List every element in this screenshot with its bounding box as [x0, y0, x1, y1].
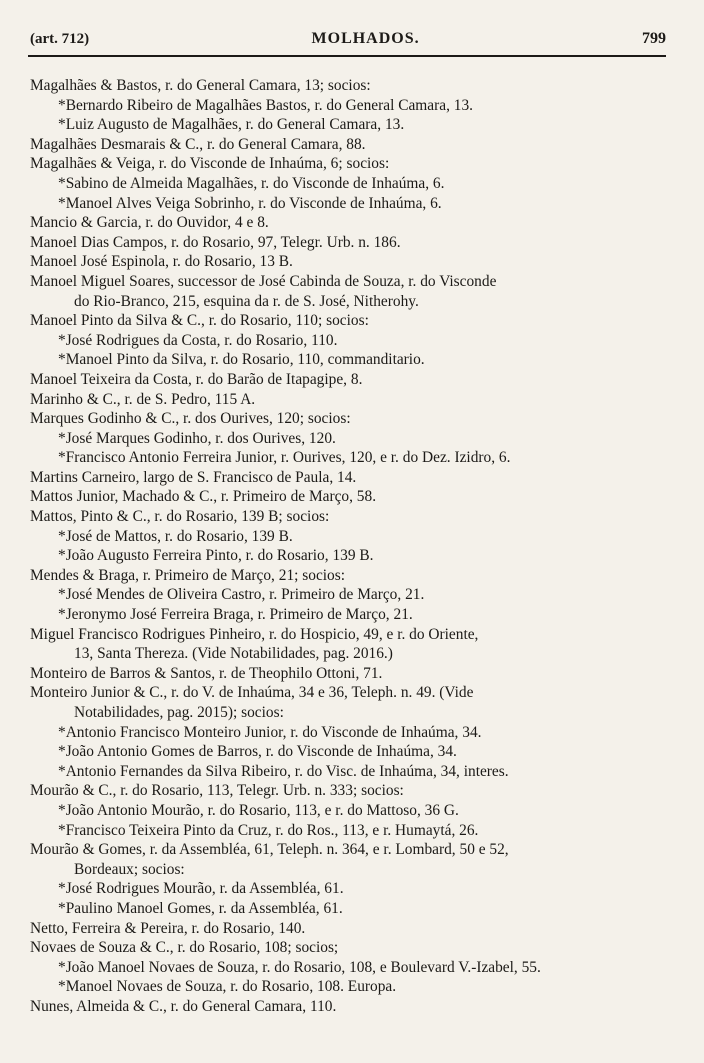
- page-number: 799: [642, 30, 666, 47]
- firm-entry: Netto, Ferreira & Pereira, r. do Rosario, 140.: [30, 919, 306, 937]
- header-rule: [28, 55, 666, 57]
- firm-entry: Novaes de Souza & C., r. do Rosario, 108; socios;: [30, 939, 339, 957]
- firm-entry: Martins Carneiro, largo de S. Francisco de Paula, 14.: [30, 468, 357, 486]
- firm-entry: Manoel Miguel Soares, successor de José Cabinda de Souza, r. do Visconde: [30, 272, 497, 290]
- partner-line: *Manoel Novaes de Souza, r. do Rosario, 108. Europa.: [58, 978, 397, 996]
- partner-line: *Luiz Augusto de Magalhães, r. do General Camara, 13.: [58, 116, 405, 134]
- partner-line: *José Mendes de Oliveira Castro, r. Primeiro de Março, 21.: [58, 586, 425, 604]
- firm-entry: Mourão & Gomes, r. da Assembléa, 61, Teleph. n. 364, e r. Lombard, 50 e 52,: [30, 841, 509, 859]
- firm-entry: Mattos, Pinto & C., r. do Rosario, 139 B; socios:: [30, 508, 330, 526]
- partner-line: *José Marques Godinho, r. dos Ourives, 120.: [58, 429, 336, 447]
- firm-entry: Marinho & C., r. de S. Pedro, 115 A.: [30, 390, 256, 408]
- firm-entry: Nunes, Almeida & C., r. do General Camara, 110.: [30, 997, 337, 1015]
- partner-line: *Antonio Francisco Monteiro Junior, r. do Visconde de Inhaúma, 34.: [58, 723, 482, 741]
- firm-entry: Manoel Teixeira da Costa, r. do Barão de Itapagipe, 8.: [30, 370, 363, 388]
- partner-line: *João Augusto Ferreira Pinto, r. do Rosario, 139 B.: [58, 547, 374, 565]
- article-reference: (art. 712): [30, 31, 90, 47]
- partner-line: *Paulino Manoel Gomes, r. da Assembléa, 61.: [58, 899, 343, 917]
- firm-entry: Miguel Francisco Rodrigues Pinheiro, r. do Hospicio, 49, e r. do Oriente,: [30, 625, 479, 643]
- firm-entry: Monteiro Junior & C., r. do V. de Inhaúma, 34 e 36, Teleph. n. 49. (Vide: [30, 684, 474, 702]
- partner-line: *José Rodrigues da Costa, r. do Rosario, 110.: [58, 331, 338, 349]
- firm-entry: Mendes & Braga, r. Primeiro de Março, 21; socios:: [30, 566, 346, 584]
- partner-line: *Bernardo Ribeiro de Magalhães Bastos, r. do General Camara, 13.: [58, 96, 473, 114]
- partner-line: *João Antonio Gomes de Barros, r. do Visconde de Inhaúma, 34.: [58, 743, 457, 761]
- partner-line: *Antonio Fernandes da Silva Ribeiro, r. do Visc. de Inhaúma, 34, interes.: [58, 762, 509, 780]
- section-title: MOLHADOS.: [311, 30, 420, 47]
- entry-continuation: do Rio-Branco, 215, esquina da r. de S. José, Nitherohy.: [74, 292, 419, 310]
- partner-line: *Sabino de Almeida Magalhães, r. do Visconde de Inhaúma, 6.: [58, 174, 445, 192]
- partner-line: *Jeronymo José Ferreira Braga, r. Primeiro de Março, 21.: [58, 606, 413, 624]
- partner-line: *José de Mattos, r. do Rosario, 139 B.: [58, 527, 293, 545]
- entry-continuation: Bordeaux; socios:: [74, 860, 185, 878]
- firm-entry: Magalhães & Veiga, r. do Visconde de Inhaúma, 6; socios:: [30, 155, 390, 173]
- firm-entry: Magalhães Desmarais & C., r. do General Camara, 88.: [30, 135, 366, 153]
- firm-entry: Manoel Dias Campos, r. do Rosario, 97, Telegr. Urb. n. 186.: [30, 233, 401, 251]
- firm-entry: Mourão & C., r. do Rosario, 113, Telegr. Urb. n. 333; socios:: [30, 782, 404, 800]
- entry-continuation: 13, Santa Thereza. (Vide Notabilidades, pag. 2016.): [74, 645, 393, 663]
- firm-entry: Manoel Pinto da Silva & C., r. do Rosario, 110; socios:: [30, 312, 369, 330]
- partner-line: *João Manoel Novaes de Souza, r. do Rosario, 108, e Boulevard V.-Izabel, 55.: [58, 958, 541, 976]
- partner-line: *Manoel Pinto da Silva, r. do Rosario, 110, commanditario.: [58, 351, 425, 369]
- firm-entry: Mattos Junior, Machado & C., r. Primeiro de Março, 58.: [30, 488, 377, 506]
- partner-line: *João Antonio Mourão, r. do Rosario, 113, e r. do Mattoso, 36 G.: [58, 801, 459, 819]
- firm-entry: Monteiro de Barros & Santos, r. de Theophilo Ottoni, 71.: [30, 664, 383, 682]
- firm-entry: Marques Godinho & C., r. dos Ourives, 120; socios:: [30, 410, 351, 428]
- partner-line: *José Rodrigues Mourão, r. da Assembléa, 61.: [58, 880, 344, 898]
- firm-entry: Mancio & Garcia, r. do Ouvidor, 4 e 8.: [30, 214, 269, 232]
- directory-listing: [30, 76, 674, 1017]
- partner-line: *Francisco Teixeira Pinto da Cruz, r. do Ros., 113, e r. Humaytá, 26.: [58, 821, 479, 839]
- partner-line: *Francisco Antonio Ferreira Junior, r. Ourives, 120, e r. do Dez. Izidro, 6.: [58, 449, 511, 467]
- partner-line: *Manoel Alves Veiga Sobrinho, r. do Visconde de Inhaúma, 6.: [58, 194, 442, 212]
- entry-continuation: Notabilidades, pag. 2015); socios:: [74, 704, 284, 721]
- page-header: [30, 30, 666, 54]
- firm-entry: Magalhães & Bastos, r. do General Camara, 13; socios:: [30, 77, 371, 94]
- firm-entry: Manoel José Espinola, r. do Rosario, 13 B.: [30, 253, 293, 271]
